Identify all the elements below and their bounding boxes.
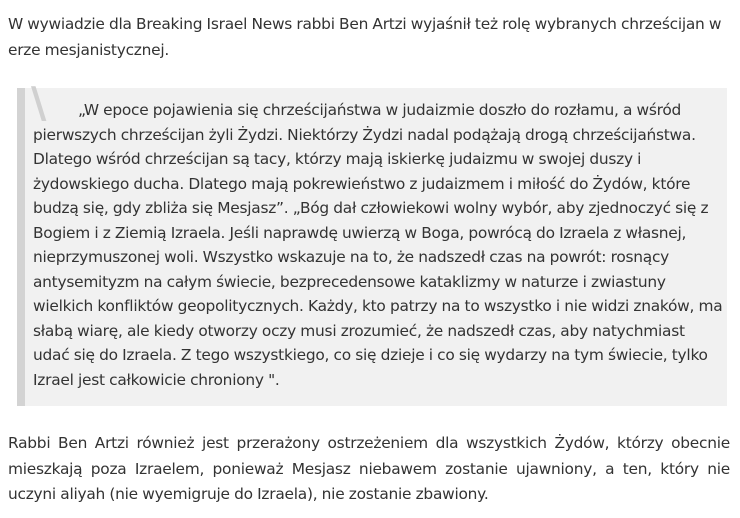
outro-paragraph: Rabbi Ben Artzi również jest przerażony ostrzeżeniem dla wszystkich Żydów, którzy obecnie mieszkają poza Izraelem, ponieważ Mesjasz niebawem zostanie ujawniony, a ten, który nie uczyni aliyah (nie wyemigruje do Izraela), nie zostanie zbawiony.: [8, 434, 730, 503]
intro-paragraph: W wywiadzie dla Breaking Israel News rabbi Ben Artzi wyjaśnił też rolę wybranych chrześcijan w erze mesjanistycznej.: [8, 15, 722, 59]
blockquote: [17, 78, 727, 406]
quote-text: „W epoce pojawienia się chrześcijaństwa w judaizmie doszło do rozłamu, a wśród pierwszych chrześcijan żyli Żydzi. Niektórzy Żydzi nadal podążają drogą chrześcijaństwa. Dlatego wśród chrześcijan są tacy, którzy mają iskierkę judaizmu w swojej duszy i żydowskiego ducha. Dlatego mają pokrewieństwo z judaizmem i miłość do Żydów, które budzą się, gdy zbliża się Mesjasz”. „Bóg dał człowiekowi wolny wybór, aby zjednoczyć się z Bogiem i z Ziemią Izraela. Jeśli naprawdę uwierzą w Boga, powrócą do Izraela z własnej, nieprzymuszonej woli. Wszystko wskazuje na to, że nadszedł czas na powrót: rosnący antysemityzm na całym świecie, bezprecedensowe kataklizmy w naturze i zwiastuny wielkich konfliktów geopolitycznych. Każdy, kto patrzy na to wszystko i nie widzi znaków, ma słabą wiarę, ale kiedy otworzy oczy musi zrozumieć, że nadszedł czas, aby natychmiast udać się do Izraela. Z tego wszystkiego, co się dzieje i co się wydarzy na tym świecie, tylko Izrael jest całkowicie chroniony ".: [33, 101, 723, 389]
quote-mark-icon: \: [31, 78, 47, 127]
